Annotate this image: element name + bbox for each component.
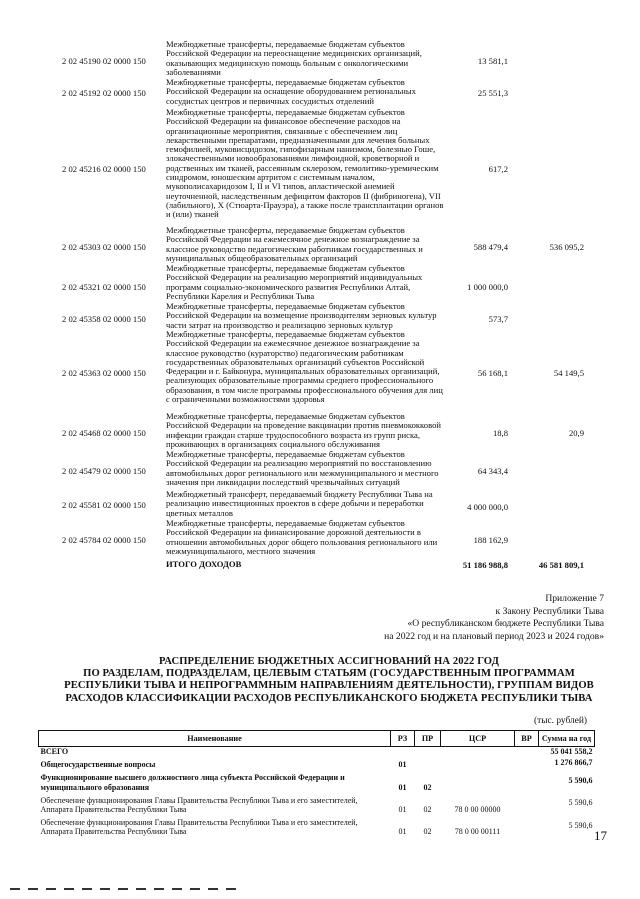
row-name: Обеспечение функционирования Главы Правительства Республики Тыва и его заместителей, Аппарата Правительства Республики Тыва bbox=[40, 795, 358, 815]
row-rz: 01 bbox=[398, 760, 407, 770]
table-row bbox=[39, 756, 595, 769]
income-code: 2 02 45363 02 0000 150 bbox=[62, 368, 146, 378]
income-description: Межбюджетный трансферт, передаваемый бюджету Республики Тыва на реализацию инвестиционных проектов в сфере добычи и переработки цветных металлов bbox=[166, 489, 433, 518]
appendix-reference bbox=[304, 593, 604, 643]
col-header-rz: РЗ bbox=[391, 731, 415, 747]
row-csr bbox=[441, 756, 515, 769]
row-csr: 78 0 00 00000 bbox=[454, 805, 501, 815]
row-sum: 55 041 558,2 bbox=[550, 747, 593, 756]
income-description: Межбюджетные трансферты, передаваемые бюджетам субъектов Российской Федерации на ежемесячное денежное вознаграждение за классное руководство (кураторство) педагогическим работникам государственных образовательных организаций субъектов Российской Федерации и г. Байконура, муниципальных образовательных организаций, реализующих образовательные программы среднего профессионального образования, в том числе программы профессионального обучения для лиц с ограниченными возможностями здоровья bbox=[166, 329, 443, 405]
heading-line: РЕСПУБЛИКИ ТЫВА И НЕПРОГРАММНЫМ НАПРАВЛЕНИЯМ ДЕЯТЕЛЬНОСТИ), ГРУППАМ ВИДОВ bbox=[64, 680, 594, 692]
income-value-2022: 13 581,1 bbox=[477, 56, 508, 66]
row-name: ВСЕГО bbox=[40, 747, 69, 756]
income-value-2022: 18,8 bbox=[492, 428, 508, 438]
heading-line: РАСХОДОВ КЛАССИФИКАЦИИ РАСХОДОВ РЕСПУБЛИКАНСКОГО БЮДЖЕТА РЕСПУБЛИКИ ТЫВА bbox=[65, 692, 593, 704]
appendix-law: к Закону Республики Тыва bbox=[495, 605, 604, 617]
income-description: Межбюджетные трансферты, передаваемые бюджетам субъектов Российской Федерации на финансовое обеспечение расходов на организационные мероприятия, связанные с обеспечением лиц лекарственными препаратами, предназначенными для лечения больных гемофилией, муковисцидозом, гипофизарным нанизмом, болезнью Гоше, злокачественными новообразованиями лимфоидной, кроветворной и родственных им тканей, рассеянным склерозом, гемолитико-уремическим синдромом, юношеским артритом с системным началом, мукополисахаридозом I, II и VI типов, апластической анемией неуточненной, наследственным дефицитом факторов II (фибриногена), VII (лабильного), X (Стюарта-Прауэра), а также после трансплантации органов и (или) тканей bbox=[166, 107, 444, 220]
row-pr: 02 bbox=[423, 805, 432, 815]
col-header-csr: ЦСР bbox=[441, 731, 515, 747]
allocation-table bbox=[38, 730, 595, 837]
income-value-2022: 25 551,3 bbox=[477, 88, 508, 98]
income-description: Межбюджетные трансферты, передаваемые бюджетам субъектов Российской Федерации на переоснащение медицинских организаций, оказывающих медицинскую помощь больным с онкологическими заболеваниями bbox=[166, 39, 422, 77]
col-header-sum: Сумма на год bbox=[539, 731, 595, 747]
table-row bbox=[39, 747, 595, 757]
income-value-2023: 54 149,5 bbox=[553, 368, 584, 378]
row-vr bbox=[515, 792, 539, 814]
income-value-2022: 588 479,4 bbox=[473, 242, 508, 252]
page-number: 17 bbox=[594, 828, 607, 843]
income-total-2023: 46 581 809,1 bbox=[538, 560, 584, 570]
table-row bbox=[39, 792, 595, 814]
heading-line: ПО РАЗДЕЛАМ, ПОДРАЗДЕЛАМ, ЦЕЛЕВЫМ СТАТЬЯМ (ГОСУДАРСТВЕННЫМ ПРОГРАММАМ bbox=[83, 668, 575, 680]
income-value-2022: 573,7 bbox=[488, 314, 508, 324]
row-vr bbox=[515, 747, 539, 757]
units-label: (тыс. рублей) bbox=[534, 716, 588, 726]
col-header-vr: ВР bbox=[515, 731, 539, 747]
row-csr: 78 0 00 00111 bbox=[454, 827, 501, 837]
row-name: Обеспечение функционирования Главы Правительства Республики Тыва и его заместителей, Аппарата Правительства Республики Тыва bbox=[40, 818, 358, 837]
income-value-2023: 20,9 bbox=[568, 428, 584, 438]
income-code: 2 02 45468 02 0000 150 bbox=[62, 428, 146, 438]
row-pr: 02 bbox=[423, 782, 432, 792]
income-value-2022: 4 000 000,0 bbox=[467, 502, 508, 512]
income-description: Межбюджетные трансферты, передаваемые бюджетам субъектов Российской Федерации на оснащение оборудованием региональных сосудистых центров и первичных сосудистых отделений bbox=[166, 77, 416, 106]
income-code: 2 02 45358 02 0000 150 bbox=[62, 314, 146, 324]
row-pr bbox=[415, 756, 441, 769]
row-pr bbox=[415, 747, 441, 757]
row-pr: 02 bbox=[423, 827, 432, 837]
table-header-row bbox=[39, 731, 595, 747]
appendix-law-title: «О республиканском бюджете Республики Тыва bbox=[407, 618, 604, 630]
income-value-2022: 56 168,1 bbox=[477, 368, 508, 378]
income-code: 2 02 45216 02 0000 150 bbox=[62, 164, 146, 174]
appendix-law-period: на 2022 год и на плановый период 2023 и 2024 годов» bbox=[384, 630, 604, 642]
income-code: 2 02 45303 02 0000 150 bbox=[62, 242, 146, 252]
income-code: 2 02 45479 02 0000 150 bbox=[62, 466, 146, 476]
income-value-2022: 64 343,4 bbox=[477, 466, 508, 476]
income-description: Межбюджетные трансферты, передаваемые бюджетам субъектов Российской Федерации на проведение вакцинации против пневмококковой инфекции граждан старше трудоспособного возраста из групп риска, проживающих в организациях социального обслуживания bbox=[166, 411, 441, 449]
row-name: Общегосударственные вопросы bbox=[40, 760, 156, 770]
table-row bbox=[39, 769, 595, 791]
income-value-2022: 617,2 bbox=[488, 164, 508, 174]
table-row bbox=[39, 814, 595, 836]
income-code: 2 02 45192 02 0000 150 bbox=[62, 88, 146, 98]
income-code: 2 02 45581 02 0000 150 bbox=[62, 500, 146, 510]
col-header-name: Наименование bbox=[39, 731, 391, 747]
income-code: 2 02 45190 02 0000 150 bbox=[62, 56, 146, 66]
income-total-2022: 51 186 988,8 bbox=[462, 560, 508, 570]
income-total-label: ИТОГО ДОХОДОВ bbox=[166, 559, 242, 569]
row-rz bbox=[391, 747, 415, 757]
row-sum: 5 590,6 bbox=[568, 820, 593, 830]
row-rz: 01 bbox=[398, 805, 407, 815]
row-vr bbox=[515, 769, 539, 791]
row-sum: 5 590,6 bbox=[568, 776, 593, 785]
row-csr bbox=[441, 769, 515, 791]
income-value-2022: 188 162,9 bbox=[473, 535, 508, 545]
appendix-number: Приложение 7 bbox=[545, 593, 604, 604]
income-description: Межбюджетные трансферты, передаваемые бюджетам субъектов Российской Федерации на возмещение производителям зерновых культур части затрат на производство и реализацию зерновых культур bbox=[166, 301, 437, 330]
row-name: Функционирование высшего должностного лица субъекта Российской Федерации и муниципального образования bbox=[40, 773, 345, 792]
row-rz: 01 bbox=[398, 782, 407, 792]
row-sum: 1 276 866,7 bbox=[554, 758, 593, 768]
bottom-dashed-line bbox=[10, 888, 240, 890]
row-csr bbox=[441, 747, 515, 757]
heading-line: РАСПРЕДЕЛЕНИЕ БЮДЖЕТНЫХ АССИГНОВАНИЙ НА 2022 ГОД bbox=[159, 656, 499, 667]
income-description: Межбюджетные трансферты, передаваемые бюджетам субъектов Российской Федерации на реализацию мероприятий индивидуальных программ социально-экономического развития Республики Алтай, Республики Карелия и Республики Тыва bbox=[166, 263, 423, 301]
col-header-pr: ПР bbox=[415, 731, 441, 747]
income-code: 2 02 45784 02 0000 150 bbox=[62, 535, 146, 545]
income-value-2023: 536 095,2 bbox=[549, 242, 584, 252]
income-code: 2 02 45321 02 0000 150 bbox=[62, 282, 146, 292]
income-description: Межбюджетные трансферты, передаваемые бюджетам субъектов Российской Федерации на ежемесячное денежное вознаграждение за классное руководство педагогическим работникам государственных и муниципальных общеобразовательных организаций bbox=[166, 225, 423, 263]
row-sum: 5 590,6 bbox=[568, 798, 593, 808]
row-vr bbox=[515, 814, 539, 836]
row-vr bbox=[515, 756, 539, 769]
income-value-2022: 1 000 000,0 bbox=[467, 282, 508, 292]
row-rz: 01 bbox=[398, 827, 407, 837]
income-description: Межбюджетные трансферты, передаваемые бюджетам субъектов Российской Федерации на реализацию мероприятий по восстановлению автомобильных дорог регионального или межмуниципального и местного значения при ликвидации последствий чрезвычайных ситуаций bbox=[166, 449, 439, 487]
document-heading bbox=[32, 656, 626, 705]
income-description: Межбюджетные трансферты, передаваемые бюджетам субъектов Российской Федерации на финансирование дорожной деятельности в отношении автомобильных дорог общего пользования регионального или межмуниципального, местного значения bbox=[166, 518, 438, 556]
